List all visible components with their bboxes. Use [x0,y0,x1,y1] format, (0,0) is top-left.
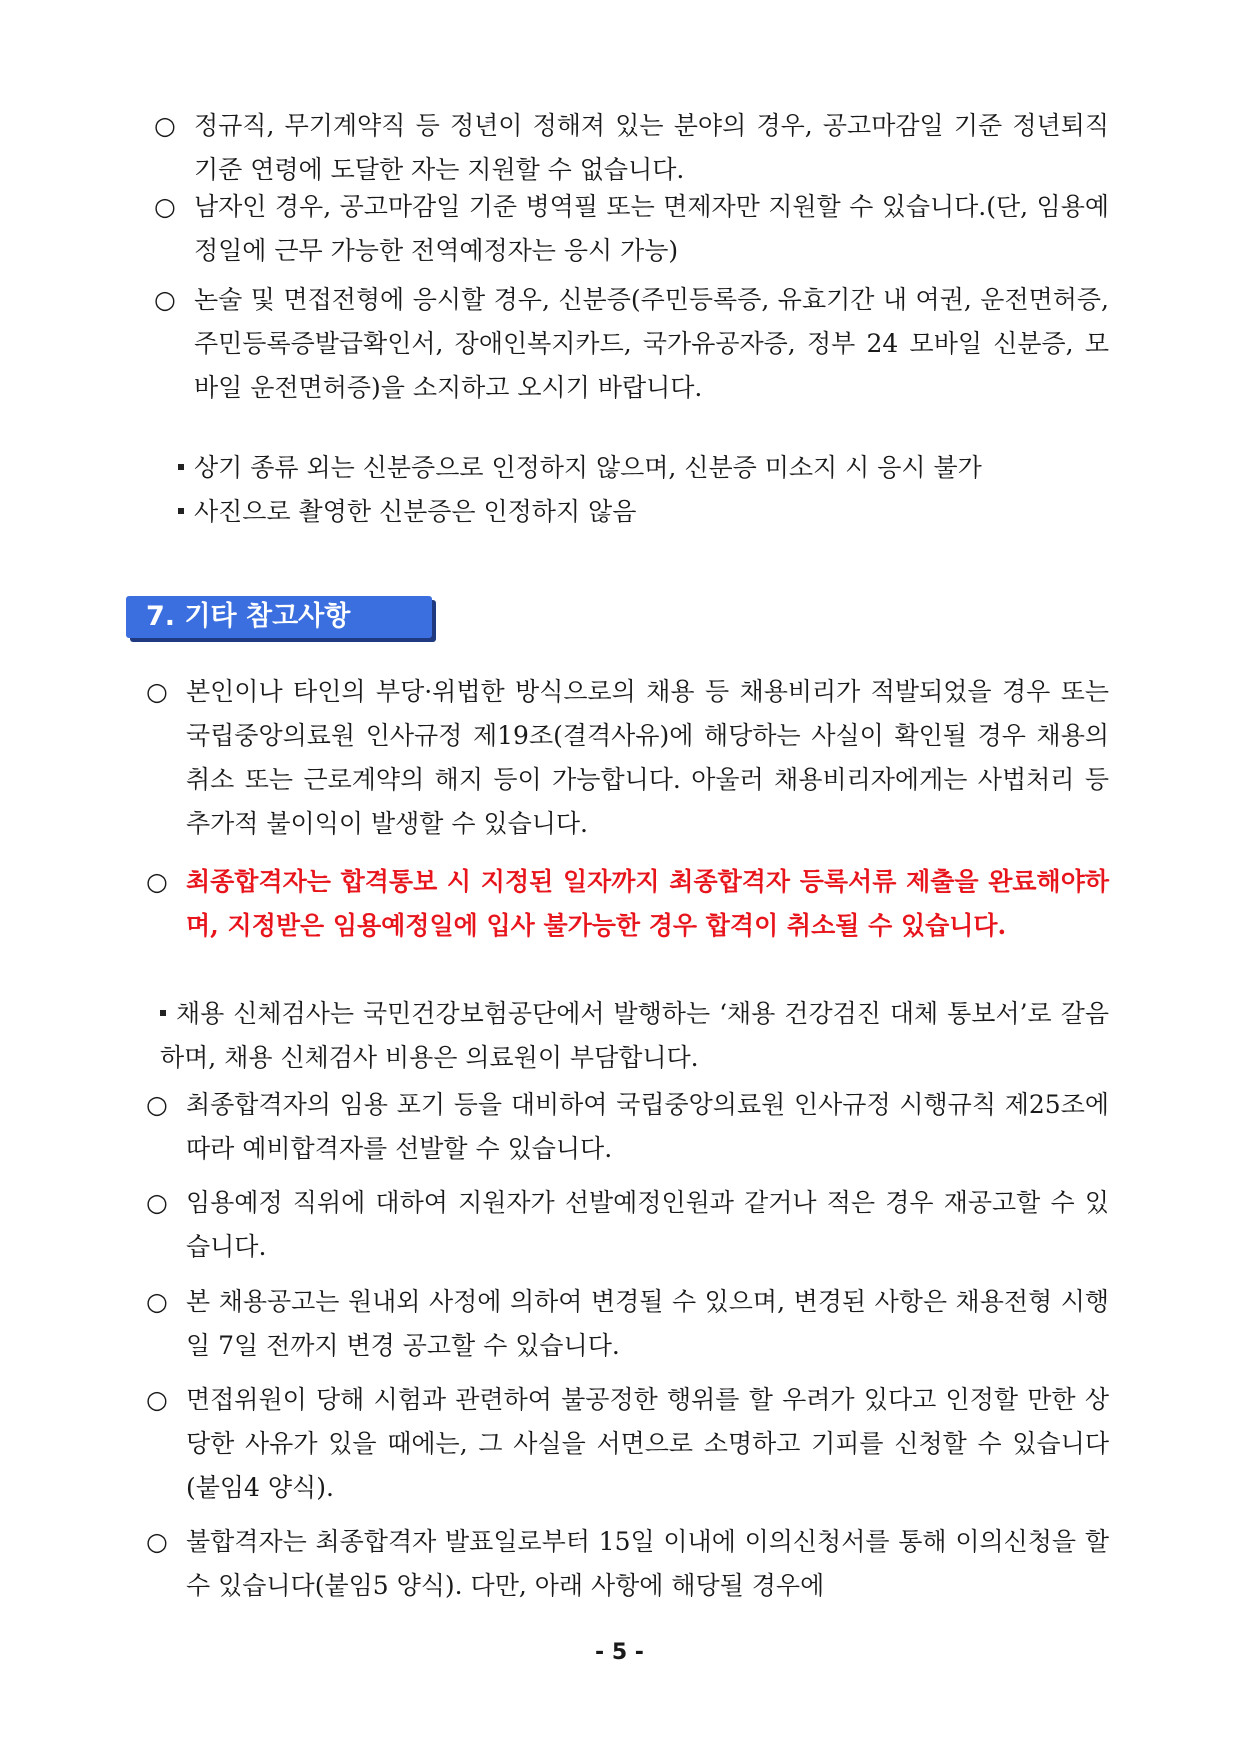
circle-bullet-icon: ○ [146,1287,168,1316]
notice-item-objection [146,1520,1109,1608]
notice-text: 본인이나 타인의 부당·위법한 방식으로의 채용 등 채용비리가 적발되었을 경우 또는 국립중앙의료원 인사규정 제19조(결격사유)에 해당하는 사실이 확인될 경우 채용의 취소 또는 근로계약의 해지 등이 가능합니다. 아울러 채용비리자에게는 사법처리 등 추가적 불이익이 발생할 수 있습니다. [186,677,1109,838]
circle-bullet-icon: ○ [146,867,168,896]
circle-bullet-icon: ○ [146,1090,168,1119]
square-bullet-icon [178,508,184,514]
notice-item-announcement-change [146,1280,1109,1368]
notice-text: 본 채용공고는 원내외 사정에 의하여 변경될 수 있으며, 변경된 사항은 채용전형 시행일 7일 전까지 변경 공고할 수 있습니다. [186,1287,1109,1360]
sub-text: 상기 종류 외는 신분증으로 인정하지 않으며, 신분증 미소지 시 응시 불가 [194,453,982,482]
notice-item-re-announcement [146,1181,1109,1269]
circle-bullet-icon: ○ [146,1527,168,1556]
notice-text: 불합격자는 최종합격자 발표일로부터 15일 이내에 이의신청서를 통해 이의신청을 할 수 있습니다(붙임5 양식). 다만, 아래 사항에 해당될 경우에 [186,1527,1109,1600]
square-bullet-icon [178,464,184,470]
sub-text: 사진으로 촬영한 신분증은 인정하지 않음 [194,497,637,526]
square-bullet-icon [160,1010,166,1016]
notice-text: 정규직, 무기계약직 등 정년이 정해져 있는 분야의 경우, 공고마감일 기준 정년퇴직 기준 연령에 도달한 자는 지원할 수 없습니다. [194,111,1109,184]
notice-item-id-card [154,278,1109,410]
notice-text: 면접위원이 당해 시험과 관련하여 불공정한 행위를 할 우려가 있다고 인정할 만한 상당한 사유가 있을 때에는, 그 사실을 서면으로 소명하고 기피를 신청할 수 있습니다(붙임4 양식). [186,1385,1109,1502]
notice-text: 논술 및 면접전형에 응시할 경우, 신분증(주민등록증, 유효기간 내 여권, 운전면허증, 주민등록증발급확인서, 장애인복지카드, 국가유공자증, 정부 24 모바일 신분증, 모바일 운전면허증)을 소지하고 오시기 바랍니다. [194,285,1109,402]
notice-text: 최종합격자의 임용 포기 등을 대비하여 국립중앙의료원 인사규정 시행규칙 제25조에 따라 예비합격자를 선발할 수 있습니다. [186,1090,1109,1163]
notice-item-hiring-fraud [146,670,1109,846]
sub-item-id-types [178,446,982,490]
notice-text: 임용예정 직위에 대하여 지원자가 선발예정인원과 같거나 적은 경우 재공고할 수 있습니다. [186,1188,1109,1261]
circle-bullet-icon: ○ [146,1188,168,1217]
circle-bullet-icon: ○ [146,677,168,706]
circle-bullet-icon: ○ [154,192,176,221]
notice-text: 남자인 경우, 공고마감일 기준 병역필 또는 면제자만 지원할 수 있습니다.(단, 임용예정일에 근무 가능한 전역예정자는 응시 가능) [194,192,1109,265]
sub-item-health-check [160,992,1109,1080]
notice-text-highlight: 최종합격자는 합격통보 시 지정된 일자까지 최종합격자 등록서류 제출을 완료해야하며, 지정받은 임용예정일에 입사 불가능한 경우 합격이 취소될 수 있습니다. [186,867,1109,940]
sub-item-photo-id [178,490,636,534]
section-heading-title: 7. 기타 참고사항 [146,601,351,632]
page-number: - 5 - [595,1640,644,1665]
circle-bullet-icon: ○ [154,285,176,314]
circle-bullet-icon: ○ [154,111,176,140]
notice-item-interviewer-recusal [146,1378,1109,1510]
notice-item-final-registration [146,860,1109,948]
notice-item-military-service [154,185,1109,273]
notice-item-retirement-age [154,104,1109,192]
circle-bullet-icon: ○ [146,1385,168,1414]
sub-text: 채용 신체검사는 국민건강보험공단에서 발행하는 ‘채용 건강검진 대체 통보서’로 갈음하며, 채용 신체검사 비용은 의료원이 부담합니다. [160,999,1109,1072]
notice-item-reserve-candidates [146,1083,1109,1171]
section-heading [126,596,432,638]
